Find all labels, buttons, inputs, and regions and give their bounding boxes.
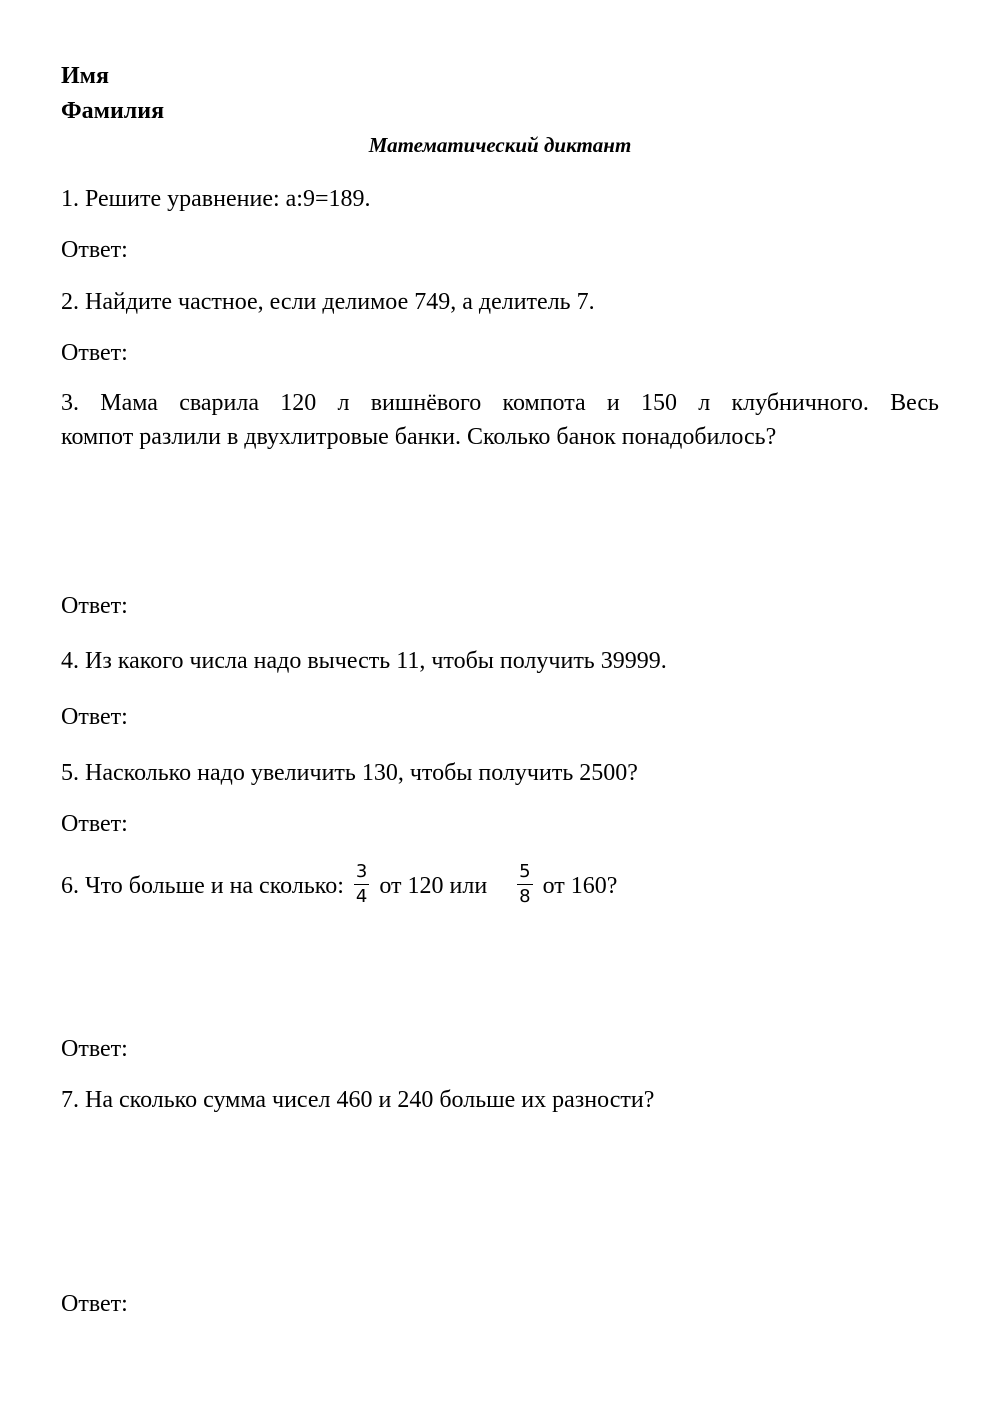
question-1-text: Решите уравнение: а:9=189. [85,186,371,212]
question-3 [61,386,939,454]
question-2-text: Найдите частное, если делимое 749, а делитель 7. [85,289,595,315]
page-title: Математический диктант [368,133,632,157]
answer-label-6: Ответ: [61,1036,128,1062]
question-6-text-after: от 160? [542,873,618,899]
question-2 [61,288,595,316]
fraction-1-numerator: 3 [354,862,369,885]
fraction-2-numerator: 5 [517,862,532,885]
question-6 [61,856,617,916]
question-6-text-middle: от 120 или [379,873,488,899]
fraction-2-denominator: 8 [519,885,531,907]
question-7 [61,1086,654,1114]
question-7-number: 7. [61,1087,79,1113]
question-3-line-1 [61,386,939,420]
question-1-number: 1. [61,186,79,212]
question-4-text: Из какого числа надо вычесть 11, чтобы получить 39999. [85,648,667,674]
question-6-text-before: Что больше и на сколько: [85,873,344,899]
question-1 [61,185,371,213]
answer-label-3: Ответ: [61,593,128,619]
question-4 [61,647,667,675]
surname-label: Фамилия [61,98,165,124]
answer-label-5: Ответ: [61,811,128,837]
answer-label-4: Ответ: [61,704,128,730]
question-5-text: Насколько надо увеличить 130, чтобы получить 2500? [85,760,638,786]
question-4-number: 4. [61,648,79,674]
question-5 [61,759,638,787]
question-7-text: На сколько сумма чисел 460 и 240 больше их разности? [85,1087,655,1113]
answer-label-1: Ответ: [61,237,128,263]
question-3-number: 3. [61,390,79,416]
fraction-three-quarters [354,862,369,907]
answer-label-2: Ответ: [61,340,128,366]
question-2-number: 2. [61,289,79,315]
question-3-text-line-2: компот разлили в двухлитровые банки. Сколько банок понадобилось? [61,424,777,450]
fraction-five-eighths [517,862,532,907]
question-6-number: 6. [61,873,79,899]
answer-label-7: Ответ: [61,1291,128,1317]
question-3-text-line-1: Мама сварила 120 л вишнёвого компота и 150 л клубничного. Весь [100,390,939,416]
fraction-1-denominator: 4 [355,885,368,907]
name-label: Имя [61,63,109,89]
question-5-number: 5. [61,760,79,786]
